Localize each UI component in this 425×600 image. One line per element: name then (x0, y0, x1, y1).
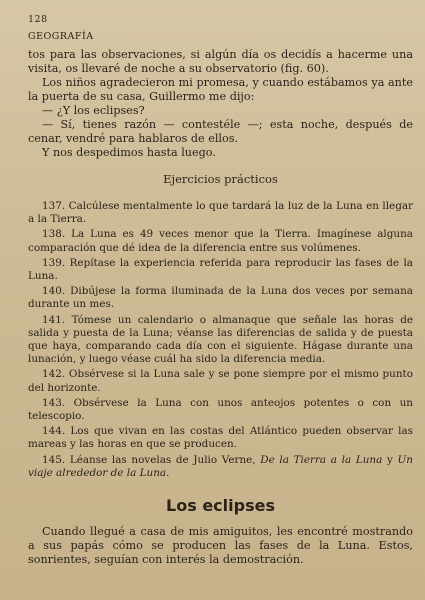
closing-paragraph: Cuando llegué a casa de mis amiguitos, les encontré mostrando a sus papás cómo se producen las fases de la Luna. Estos, sonrientes, seguían con interés la demostración. (28, 525, 413, 567)
intro-paragraph: Los niños agradecieron mi promesa, y cuando estábamos ya ante la puerta de su casa, Guillermo me dijo: (28, 76, 413, 103)
exercise-item: 143. Obsérvese la Luna con unos anteojos potentes o con un telescopio. (28, 396, 413, 423)
book-title: Un viaje alrededor de la Luna (28, 453, 413, 479)
exercise-item: 142. Obsérvese si la Luna sale y se pone siempre por el mismo punto del horizonte. (28, 368, 413, 394)
exercises-heading: Ejercicios prácticos (163, 172, 278, 186)
exercise-item: 141. Tómese un calendario o almanaque que señale las horas de salida y puesta de la Luna; véanse las diferencias de salida y de puesta que haya, comparando cada día con el siguiente. Hágase durante una lunación, y luego véase cuál ha sido la diferencia media. (28, 313, 414, 366)
exercise-item: 137. Calcúlese mentalmente lo que tardará la luz de la Luna en llegar a la Tierra. (28, 200, 414, 226)
page-number: 128 (28, 14, 48, 25)
intro-paragraph: tos para las observaciones, si algún día os decidís a hacerme una visita, os llevaré de noche a su observatorio (fig. 60). (28, 48, 413, 75)
exercises-list (28, 200, 413, 480)
book-title: De la Tierra a la Luna (260, 453, 383, 466)
running-title: GEOGRAFÍA (28, 31, 94, 42)
exercise-item: 138. La Luna es 49 veces menor que la Tierra. Imagínese alguna comparación que dé idea de la diferencia entre sus volúmenes. (28, 228, 413, 254)
page-header (28, 14, 413, 25)
dialogue-line: — Sí, tienes razón — contestéle —; esta noche, después de cenar, vendré para hablaros de ellos. (28, 118, 413, 145)
exercise-item: 144. Los que vivan en las costas del Atlántico pueden observar las mareas y las horas en que se producen. (28, 425, 413, 451)
exercise-item: 145. Léanse las novelas de Julio Verne, De la Tierra a la Luna y Un viaje alrededor de la Luna. (28, 453, 413, 479)
section-title: Los eclipses (166, 496, 275, 516)
exercise-item: 139. Repítase la experiencia referida para reproducir las fases de la Luna. (28, 256, 413, 283)
intro-paragraph: Y nos despedimos hasta luego. (42, 146, 216, 159)
intro-text (28, 48, 413, 160)
dialogue-line: — ¿Y los eclipses? (42, 104, 145, 117)
exercise-item: 140. Dibújese la forma iluminada de la Luna dos veces por semana durante un mes. (28, 285, 413, 311)
